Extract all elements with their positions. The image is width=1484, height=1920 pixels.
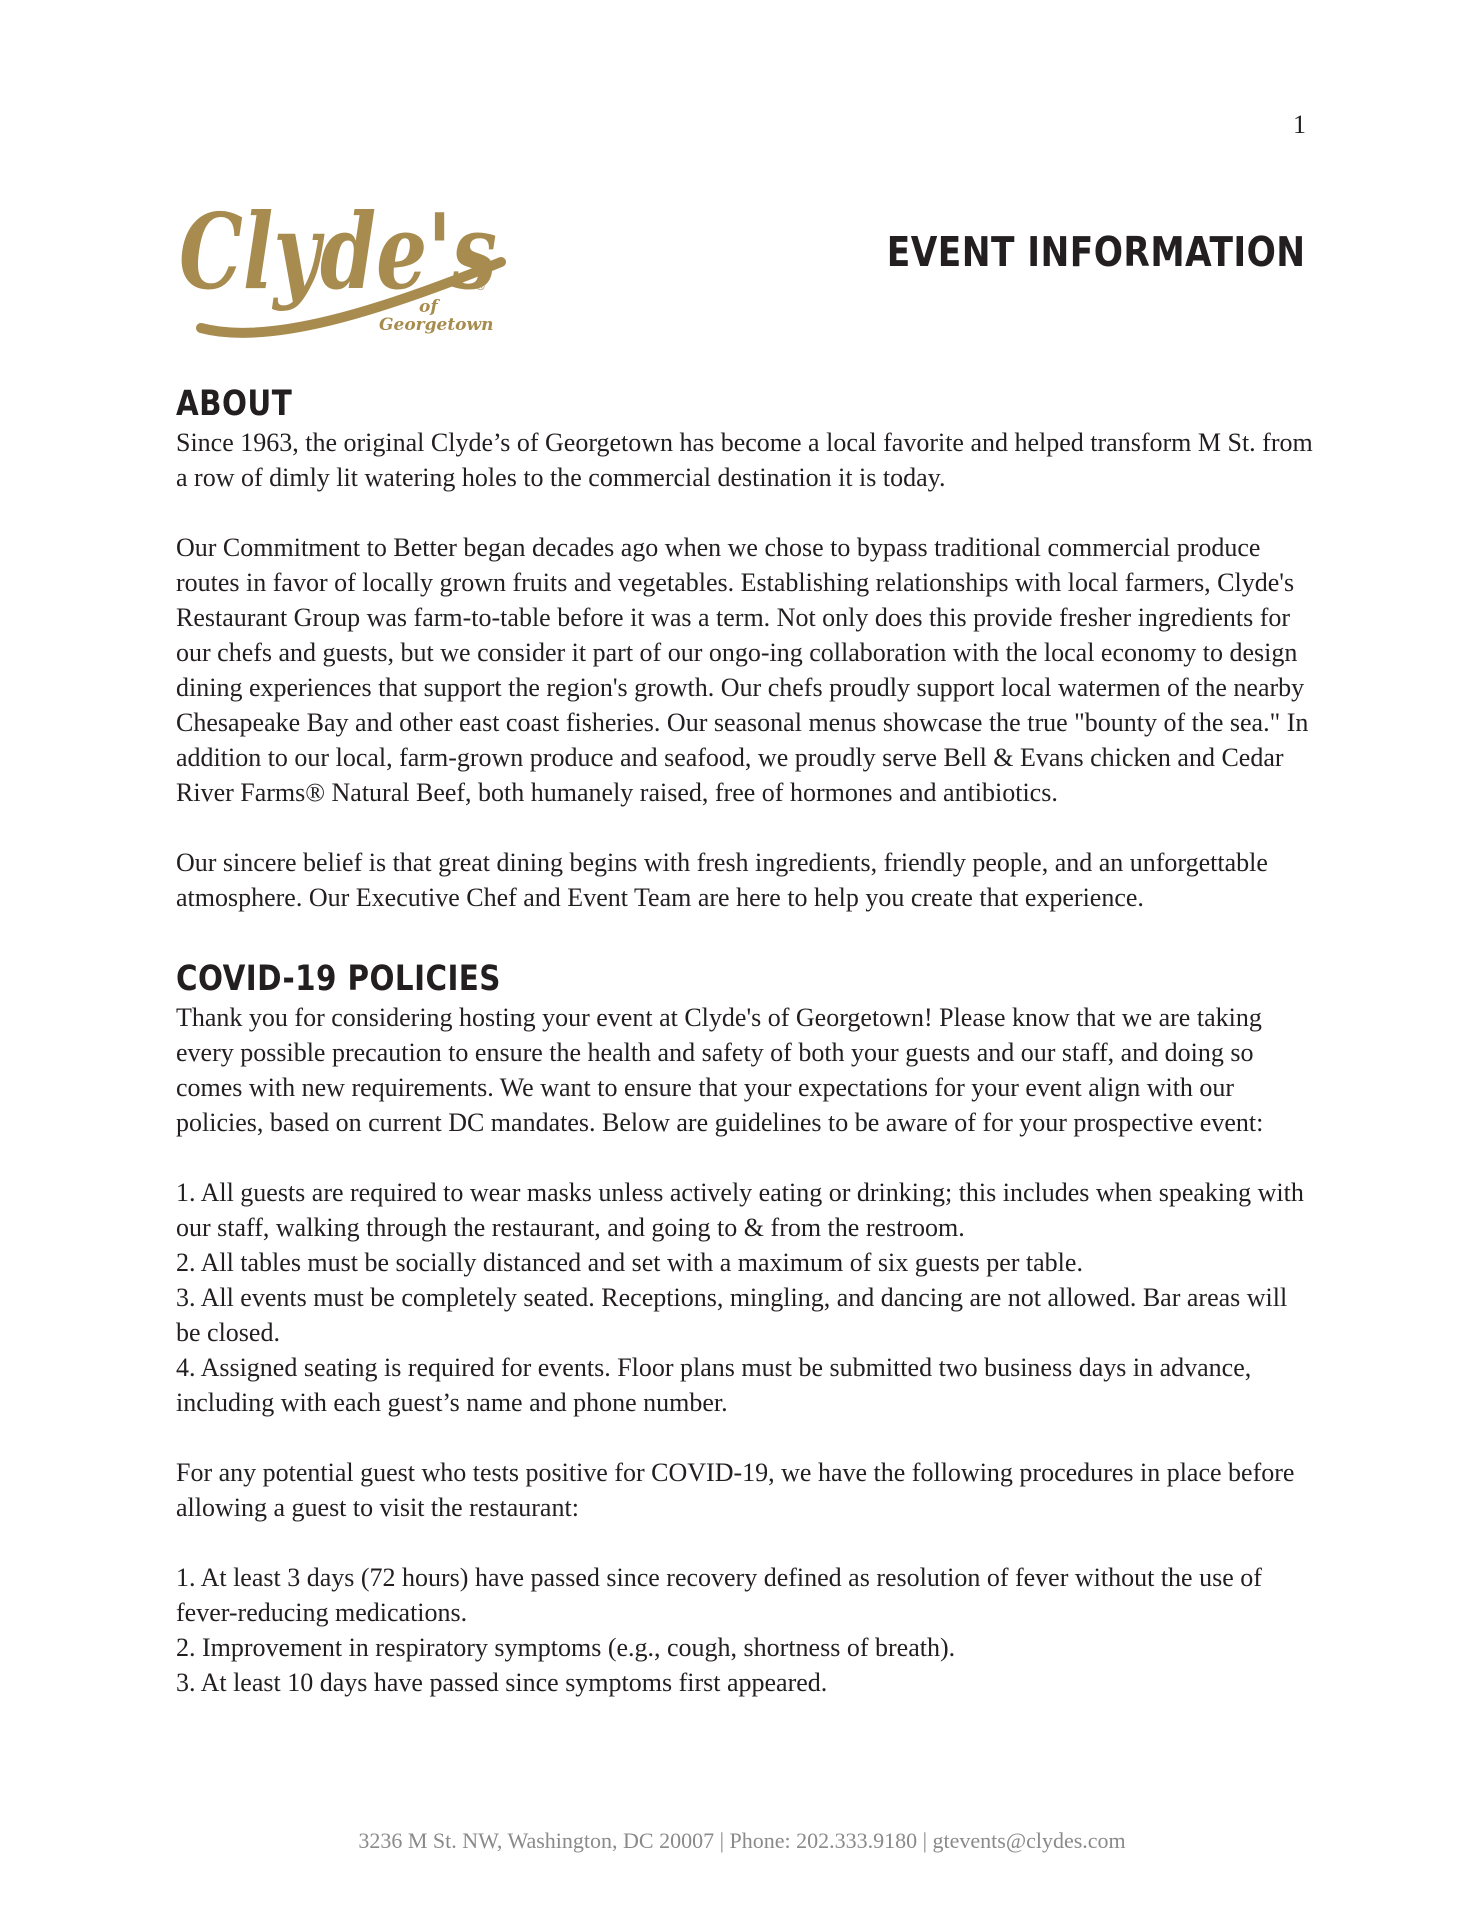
about-heading: ABOUT — [176, 384, 293, 424]
procedure-item: 3. At least 10 days have passed since symptoms first appeared. — [176, 1668, 828, 1697]
about-paragraph-commitment: Our Commitment to Better began decades ago when we chose to bypass traditional commercial produce routes in favor of locally grown fruits and vegetables. Establishing relationships with local farmers, Clyde's Restaurant Group was farm-to-table before it was a term. Not only does this provide fresher ingredients for our chefs and guests, but we consider it part of our ongo-ing collaboration with the local economy to design dining experiences that support the region's growth. Our chefs proudly support local watermen of the nearby Chesapeake Bay and other east coast fisheries. Our seasonal menus showcase the true "bounty of the sea." In addition to our local, farm-grown produce and seafood, we proudly serve Bell & Evans chicken and Cedar River Farms® Natural Beef, both humanely raised, free of hormones and antibiotics. — [176, 533, 1309, 807]
footer-contact: 3236 M St. NW, Washington, DC 20007 | Phone: 202.333.9180 | gtevents@clydes.com — [358, 1828, 1126, 1853]
guideline-item: 4. Assigned seating is required for events. Floor plans must be submitted two business days in advance, including with each guest’s name and phone number. — [176, 1353, 1252, 1417]
document-body — [176, 383, 1318, 1700]
logo-registered-mark: ® — [475, 280, 486, 293]
procedure-item: 1. At least 3 days (72 hours) have passed since recovery defined as resolution of fever without the use of fever-reducing medications. — [176, 1563, 1262, 1627]
about-paragraph-belief: Our sincere belief is that great dining begins with fresh ingredients, friendly people, and an unforgettable atmosphere. Our Executive Chef and Event Team are here to help you create that experience. — [176, 848, 1268, 912]
about-paragraph-history: Since 1963, the original Clyde’s of Georgetown has become a local favorite and helped transform M St. from a row of dimly lit watering holes to the commercial destination it is today. — [176, 428, 1313, 492]
guideline-item: 3. All events must be completely seated. Receptions, mingling, and dancing are not allowed. Bar areas will be closed. — [176, 1283, 1288, 1347]
page-number: 1 — [1293, 110, 1306, 139]
guideline-item: 2. All tables must be socially distanced and set with a maximum of six guests per table. — [176, 1248, 1083, 1277]
covid-procedures-list — [176, 1560, 1318, 1700]
guideline-item: 1. All guests are required to wear masks unless actively eating or drinking; this includes when speaking with our staff, walking through the restaurant, and going to & from the restroom. — [176, 1178, 1304, 1242]
procedures-intro: For any potential guest who tests positive for COVID-19, we have the following procedures in place before allowing a guest to visit the restaurant: — [176, 1458, 1295, 1522]
logo-location: Georgetown — [379, 315, 494, 335]
clydes-logo — [173, 170, 508, 350]
procedure-item: 2. Improvement in respiratory symptoms (e.g., cough, shortness of breath). — [176, 1633, 956, 1662]
covid-guidelines-list — [176, 1175, 1318, 1420]
logo-of: of — [419, 297, 438, 317]
logo-wordmark: Clyde's — [179, 190, 497, 313]
covid-heading: COVID-19 POLICIES — [176, 959, 501, 999]
covid-intro: Thank you for considering hosting your event at Clyde's of Georgetown! Please know that we are taking every possible precaution to ensure the health and safety of both your guests and our staff, and doing so comes with new requirements. We want to ensure that your expectations for your event align with our policies, based on current DC mandates. Below are guidelines to be aware of for your prospective event: — [176, 1003, 1264, 1137]
page-title: EVENT INFORMATION — [887, 228, 1306, 276]
